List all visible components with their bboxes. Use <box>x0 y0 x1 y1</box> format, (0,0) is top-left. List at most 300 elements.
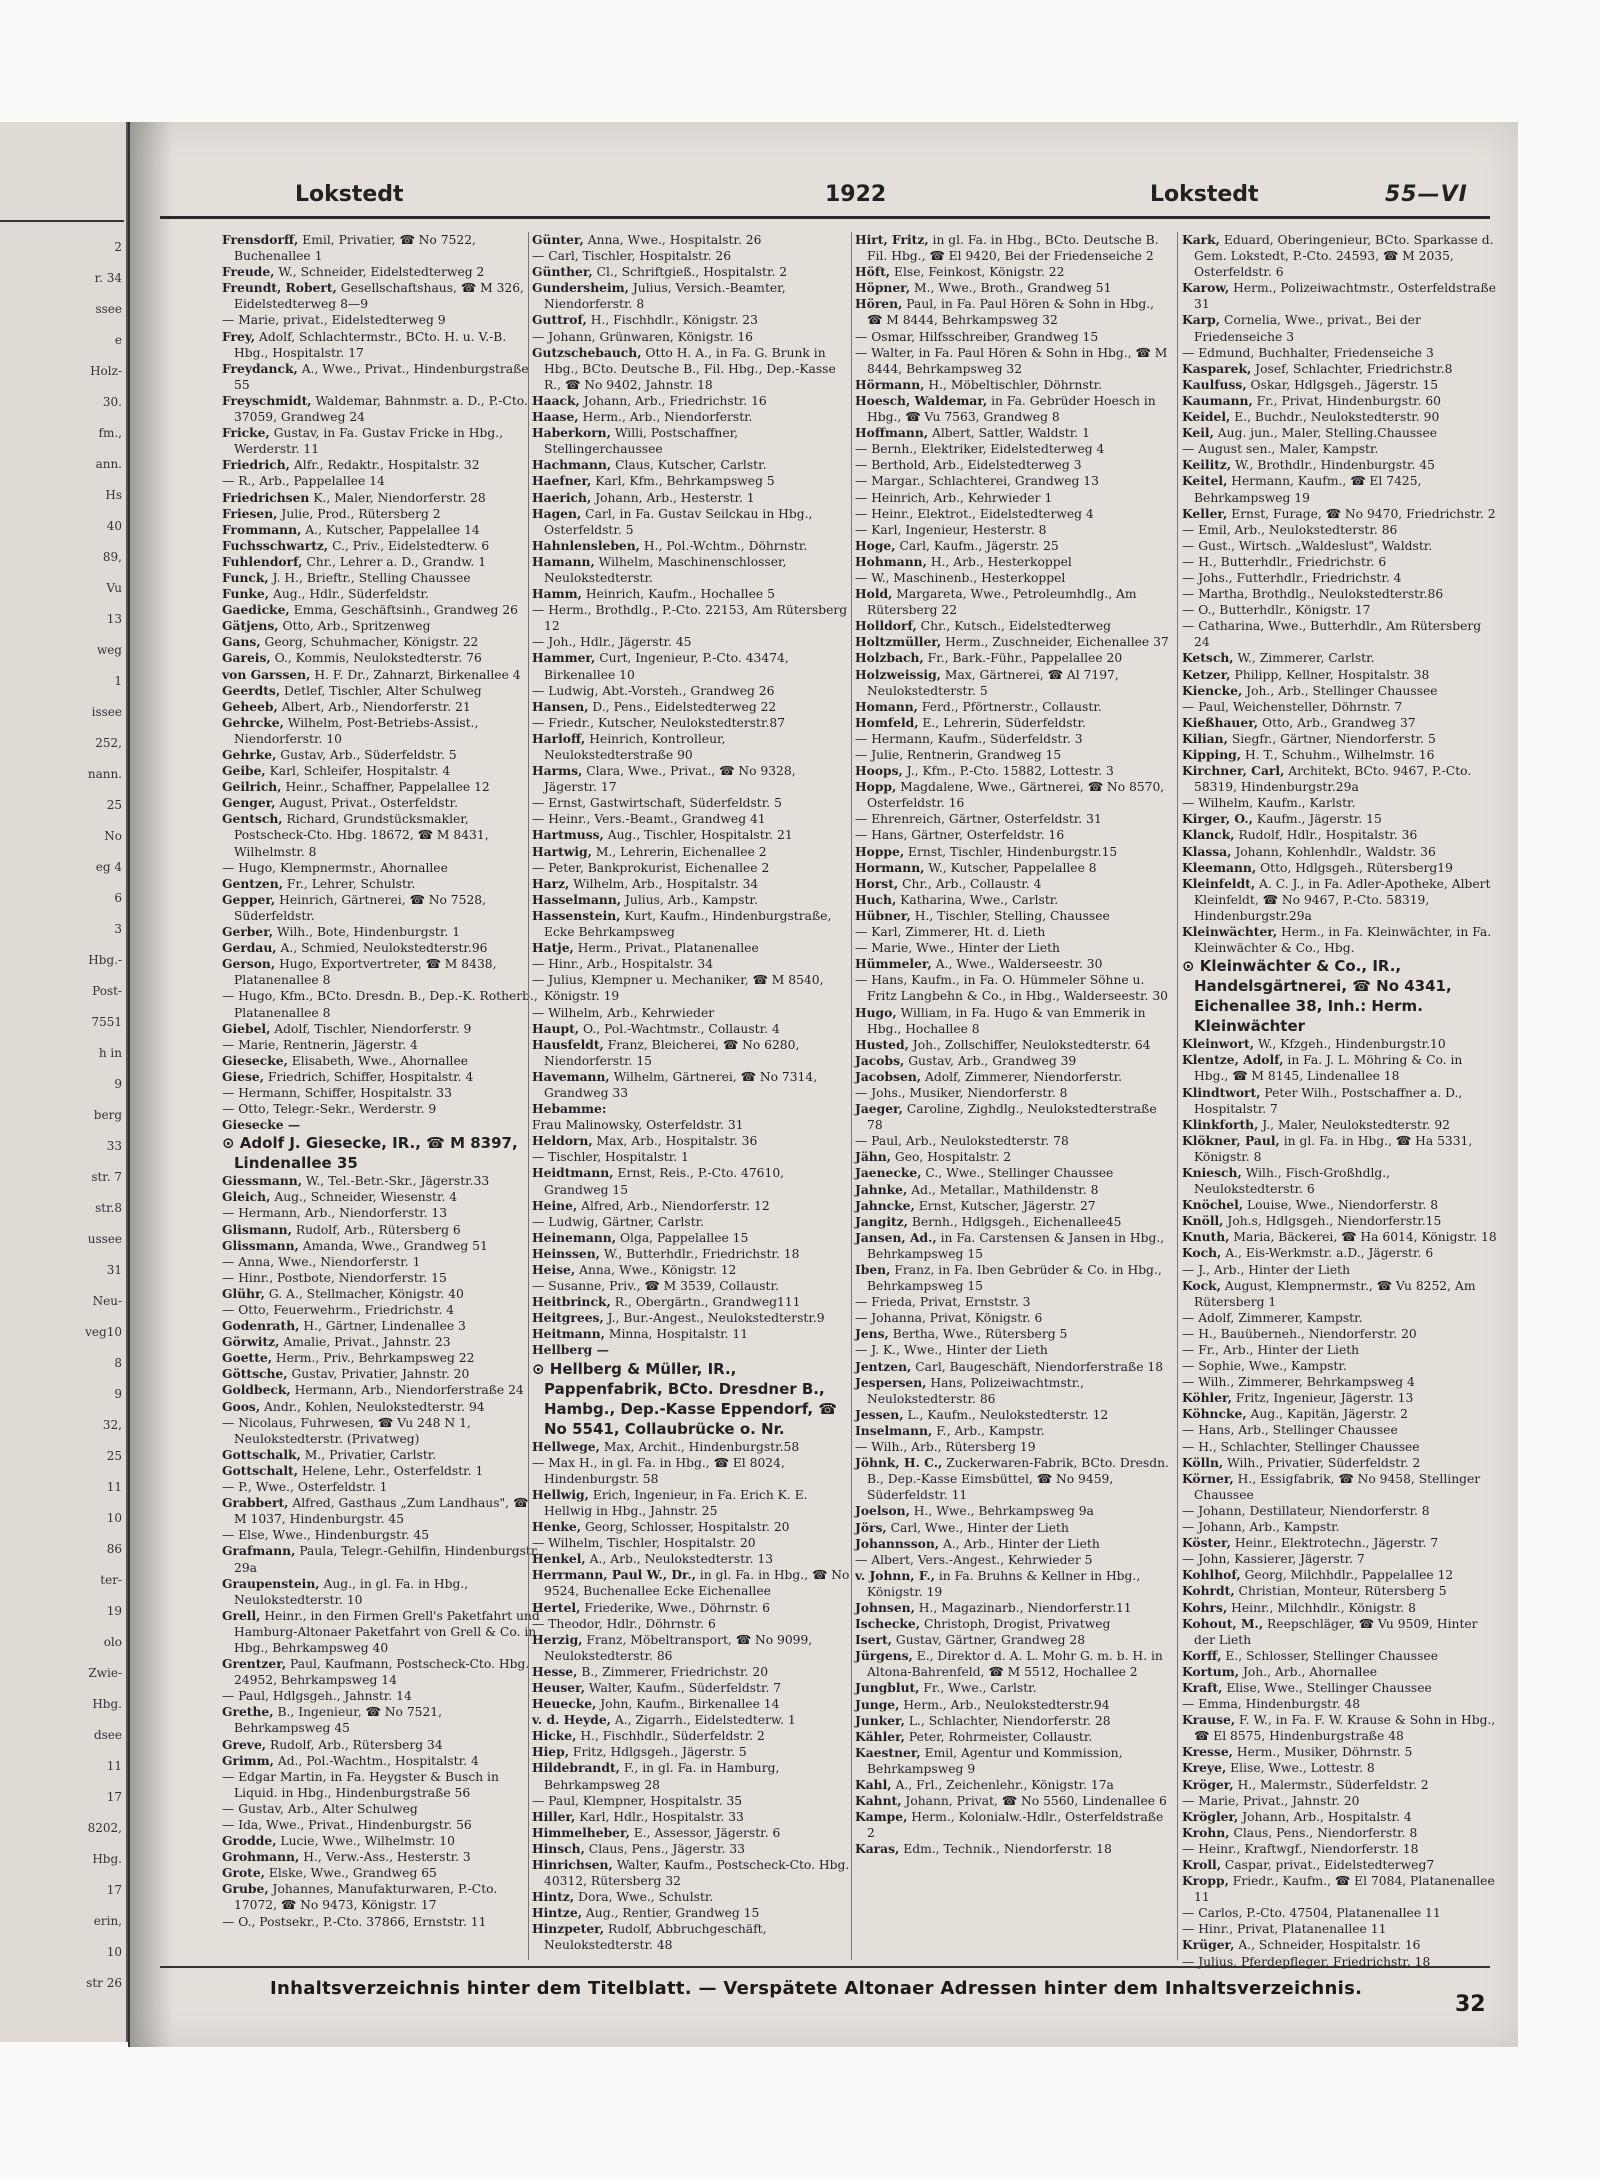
entry-details: W., Brothdlr., Hindenburgstr. 45 <box>1235 458 1436 473</box>
entry-details: Reepschläger, ☎ Vu 9509, Hinter der Lieth <box>1194 1616 1478 1647</box>
entry-details: E., Direktor d. A. L. Mohr G. m. b. H. in Altona-Bahrenfeld, ☎ M 5512, Hochallee 2 <box>867 1649 1163 1680</box>
margin-fragment: 31 <box>106 1263 122 1277</box>
entry-details: — J., Arb., Hinter der Lieth <box>1182 1262 1351 1277</box>
directory-entry <box>222 1415 540 1447</box>
entry-details: J., Bur.-Angest., Neulokstedterstr.9 <box>607 1311 825 1326</box>
entry-name: Geilrich, <box>222 779 282 795</box>
directory-entry <box>222 1849 540 1865</box>
entry-name: Junker, <box>855 1712 905 1728</box>
directory-entry <box>855 618 1173 634</box>
entry-name: Köhncke, <box>1182 1406 1247 1422</box>
entry-details: Olga, Pappelallee 15 <box>619 1230 749 1245</box>
entry-details: Otto, Arb., Grandweg 37 <box>1262 715 1416 730</box>
entry-name: Hirt, Fritz, <box>855 232 929 247</box>
entry-name: Keidel, <box>1182 409 1231 425</box>
directory-entry <box>855 1326 1173 1342</box>
directory-entry <box>222 602 540 618</box>
directory-entry <box>222 1037 540 1053</box>
entry-details: Adolf, Tischler, Niendorferstr. 9 <box>274 1021 472 1036</box>
entry-details: — Ehrenreich, Gärtner, Osterfeldstr. 31 <box>855 812 1102 827</box>
directory-entry <box>1182 1197 1500 1213</box>
entry-name: Haerich, <box>532 489 592 505</box>
entry-details: — Otto, Telegr.-Sekr., Werderstr. 9 <box>222 1102 437 1117</box>
directory-entry <box>1182 1052 1500 1084</box>
entry-details: Peter Wilh., Postschaffner a. D., Hospitalstr. 7 <box>1194 1085 1463 1116</box>
directory-entry <box>1182 586 1500 602</box>
entry-name: Krause, <box>1182 1712 1236 1728</box>
directory-entry <box>855 634 1173 650</box>
entry-name: Friesen, <box>222 505 278 521</box>
directory-entry <box>532 1921 850 1953</box>
entry-details: Georg, Schlosser, Hospitalstr. 20 <box>584 1520 790 1535</box>
margin-fragment: ssee <box>95 302 122 316</box>
entry-details: Otto H. A., in Fa. G. Brunk in Hbg., BCto. Deutsche B., Fil. Hbg., Dep.-Kasse R., ☎ No 9402, Jahnstr. 18 <box>544 345 836 392</box>
directory-entry <box>1182 1245 1500 1261</box>
entry-name: Giese, <box>222 1068 265 1084</box>
entry-details: H., Wwe., Behrkampsweg 9a <box>913 1504 1094 1519</box>
margin-fragment: Hbg. <box>92 1852 122 1866</box>
directory-entry <box>1182 1921 1500 1937</box>
entry-name: Kaestner, <box>855 1744 921 1760</box>
margin-fragment: 8 <box>114 1356 122 1370</box>
entry-details: Chr., Lehrer a. D., Grandw. 1 <box>306 554 487 569</box>
margin-fragment: str.8 <box>95 1201 122 1215</box>
directory-entry <box>855 329 1173 345</box>
entry-details: Chr., Arb., Collaustr. 4 <box>902 876 1042 891</box>
margin-fragment: str 26 <box>86 1976 122 1990</box>
entry-details: — Margar., Schlachterei, Grandweg 13 <box>855 474 1099 489</box>
entry-details: Hermann, Arb., Niendorferstraße 24 <box>294 1383 524 1398</box>
entry-details: W., Schneider, Eidelstedterweg 2 <box>278 265 485 280</box>
directory-entry <box>855 506 1173 522</box>
entry-name: Klanck, <box>1182 827 1235 843</box>
entry-name: Kohlhof, <box>1182 1567 1241 1583</box>
entry-name: Gleich, <box>222 1189 271 1205</box>
entry-name: Hamm, <box>532 586 582 602</box>
entry-details: — Susanne, Priv., ☎ M 3539, Collaustr. <box>532 1279 779 1294</box>
entry-name: Friedrich, <box>222 457 290 473</box>
entry-details: — August sen., Maler, Kampstr. <box>1182 442 1379 457</box>
entry-details: Rudolf, Arb., Rütersberg 34 <box>269 1737 443 1752</box>
entry-name: Klentze, Adolf, <box>1182 1052 1284 1068</box>
entry-details: B., Ingenieur, ☎ No 7521, Behrkampsweg 45 <box>234 1705 443 1736</box>
directory-entry <box>222 811 540 859</box>
entry-details: Clara, Wwe., Privat., ☎ No 9328, Jägerstr. 17 <box>544 764 796 795</box>
directory-entry <box>532 827 850 843</box>
directory-entry <box>222 1189 540 1205</box>
entry-details: Erich, Ingenieur, in Fa. Erich K. E. Hellwig in Hbg., Jahnstr. 25 <box>544 1487 808 1518</box>
entry-name: Hellwig, <box>532 1486 589 1502</box>
entry-name: Grethe, <box>222 1704 274 1720</box>
entry-name: Gepper, <box>222 891 276 907</box>
entry-details: — John, Kassierer, Jägerstr. 7 <box>1182 1552 1365 1567</box>
margin-fragment: 17 <box>106 1883 122 1897</box>
directory-entry <box>855 1552 1173 1568</box>
entry-name: Grimm, <box>222 1752 274 1768</box>
margin-fragment: 19 <box>106 1604 122 1618</box>
entry-details: Aug. jun., Maler, Stelling.Chaussee <box>1217 426 1438 441</box>
directory-entry <box>532 860 850 876</box>
directory-entry <box>1182 506 1500 522</box>
entry-details: Johann, Arb., Friedrichstr. 16 <box>583 393 767 408</box>
entry-name: Gentzen, <box>222 875 283 891</box>
directory-entry <box>532 490 850 506</box>
margin-fragment: olo <box>103 1635 122 1649</box>
entry-details: — Wilhelm, Tischler, Hospitalstr. 20 <box>532 1536 756 1551</box>
directory-entry <box>1182 232 1500 280</box>
entry-name: Fuchsschwartz, <box>222 537 329 553</box>
entry-name: Kahl, <box>855 1777 892 1792</box>
entry-details: Willi, Postschaffner, Stellingerchaussee <box>544 426 739 457</box>
entry-name: Kasparek, <box>1182 360 1252 376</box>
previous-page-header-rule <box>0 220 124 222</box>
directory-entry <box>855 1423 1173 1439</box>
directory-entry <box>532 1857 850 1889</box>
directory-entry <box>1182 570 1500 586</box>
entry-details: Anna, Wwe., Königstr. 12 <box>579 1263 737 1277</box>
directory-entry <box>1182 473 1500 505</box>
margin-fragment: Holz- <box>90 364 122 378</box>
directory-entry <box>1182 345 1500 361</box>
directory-entry <box>222 1576 540 1608</box>
entry-details: — Adolf, Zimmerer, Kampstr. <box>1182 1310 1363 1325</box>
directory-entry <box>532 1326 850 1342</box>
entry-name: Freydanck, <box>222 360 298 376</box>
entry-details: Franz, in Fa. Iben Gebrüder & Co. in Hbg., Behrkampsweg 15 <box>867 1263 1162 1294</box>
entry-name: Holtzmüller, <box>855 634 942 650</box>
directory-entry <box>532 731 850 763</box>
margin-fragment: 11 <box>106 1759 122 1773</box>
entry-details: Frau Malinowsky, Osterfeldstr. 31 <box>532 1118 744 1133</box>
directory-entry <box>222 940 540 956</box>
entry-details: Max, Archit., Hindenburgstr.58 <box>603 1439 800 1454</box>
directory-entry <box>1182 699 1500 715</box>
entry-details: Margareta, Wwe., Petroleumhdlg., Am Rütersberg 22 <box>867 587 1137 618</box>
entry-details: Karl, Kfm., Behrkampsweg 5 <box>595 474 775 489</box>
directory-entry <box>222 1737 540 1753</box>
entry-details: — Wilh., Zimmerer, Behrkampsweg 4 <box>1182 1375 1415 1390</box>
entry-name: Giebel, <box>222 1020 271 1036</box>
entry-details: Rudolf, Abbruchgeschäft, Neulokstedterstr. 48 <box>544 1922 767 1953</box>
directory-entry <box>1182 1760 1500 1776</box>
entry-name: Jangitz, <box>855 1213 908 1229</box>
directory-entry <box>222 1447 540 1463</box>
entry-details: Karl, Schleifer, Hospitalstr. 4 <box>269 764 451 779</box>
directory-entry <box>1182 1374 1500 1390</box>
header-year: 1922 <box>825 182 887 207</box>
directory-entry <box>1182 1390 1500 1406</box>
entry-details: Johann, Arb., Hesterstr. 1 <box>595 490 755 505</box>
entry-details: Gustav, Arb., Grandweg 39 <box>908 1053 1077 1068</box>
entry-details: Edm., Technik., Niendorferstr. 18 <box>903 1842 1112 1857</box>
entry-details: L., Kaufm., Neulokstedterstr. 12 <box>907 1407 1109 1422</box>
entry-details: — Heinr., Vers.-Beamt., Grandweg 41 <box>532 812 766 827</box>
entry-details: — Hinr., Privat, Platanenallee 11 <box>1182 1922 1387 1937</box>
entry-details: — Joh., Hdlr., Jägerstr. 45 <box>532 635 692 650</box>
directory-entry <box>532 1133 850 1149</box>
entry-name: Gehrcke, <box>222 714 284 730</box>
entry-name: Jens, <box>855 1326 889 1342</box>
directory-entry <box>532 1262 850 1278</box>
directory-entry <box>222 1238 540 1254</box>
entry-name: Jaenecke, <box>855 1165 922 1181</box>
page-number: 32 <box>1455 1992 1486 2017</box>
entry-details: A., Schmied, Neulokstedterstr.96 <box>280 941 488 956</box>
directory-entry <box>222 1053 540 1069</box>
directory-entry <box>222 683 540 699</box>
entry-details: Gustav, Privatier, Jahnstr. 20 <box>291 1367 470 1382</box>
directory-entry <box>1182 1326 1500 1342</box>
directory-entry <box>532 908 850 940</box>
directory-entry <box>1182 1085 1500 1117</box>
entry-details: W., Zimmerer, Carlstr. <box>1237 651 1375 666</box>
entry-name: Hintze, <box>532 1905 582 1921</box>
entry-details: Walter, Kaufm., Süderfeldstr. 7 <box>588 1680 782 1695</box>
entry-details: — H., Schlachter, Stellinger Chaussee <box>1182 1439 1420 1454</box>
entry-details: Friederike, Wwe., Döhrnstr. 6 <box>584 1600 771 1615</box>
directory-entry <box>1182 876 1500 924</box>
entry-details: — Paul, Arb., Neulokstedterstr. 78 <box>855 1134 1069 1149</box>
entry-details: — Johs., Futterhdlr., Friedrichstr. 4 <box>1182 570 1402 585</box>
entry-name: Hassenstein, <box>532 907 621 923</box>
entry-name: Funke, <box>222 586 270 602</box>
directory-entry <box>222 1205 540 1221</box>
column-divider <box>1177 232 1178 1960</box>
entry-name: Harz, <box>532 875 570 891</box>
directory-entry <box>855 377 1173 393</box>
directory-entry <box>222 1222 540 1238</box>
directory-entry <box>1182 715 1500 731</box>
margin-fragment: r. 34 <box>94 271 122 285</box>
directory-entry <box>532 795 850 811</box>
margin-fragment: 32, <box>102 1418 122 1432</box>
entry-details: Heinrich, Kaufm., Hochallee 5 <box>585 587 775 602</box>
entry-name: Funck, <box>222 569 269 585</box>
entry-name: Hammer, <box>532 650 596 666</box>
entry-details: — Peter, Bankprokurist, Eichenallee 2 <box>532 860 770 875</box>
entry-details: Elise, Wwe., Lottestr. 8 <box>1230 1761 1375 1776</box>
entry-details: H., Fischhdlr., Süderfeldstr. 2 <box>580 1729 765 1744</box>
entry-details: Franz, Möbeltransport, ☎ No 9099, Neulokstedterstr. 86 <box>544 1632 813 1663</box>
entry-details: Friedr., Kaufm., ☎ El 7084, Platanenallee 11 <box>1194 1874 1495 1905</box>
directory-entry <box>532 602 850 634</box>
directory-entry <box>222 280 540 312</box>
directory-entry <box>855 538 1173 554</box>
directory-entry <box>855 1053 1173 1069</box>
entry-details: Joh., Arb., Ahornallee <box>1242 1664 1378 1679</box>
book-gutter-shadow <box>128 122 173 2047</box>
entry-details: Amanda, Wwe., Grandweg 51 <box>302 1238 488 1253</box>
directory-entry <box>532 506 850 538</box>
entry-name: Kirger, O., <box>1182 811 1253 827</box>
entry-name: Karas, <box>855 1841 900 1857</box>
entry-details: Gustav, Gärtner, Grandweg 28 <box>895 1633 1086 1648</box>
directory-entry <box>855 715 1173 731</box>
directory-entry <box>1182 425 1500 441</box>
entry-name: Jacobs, <box>855 1052 905 1068</box>
entry-details: Adolf, Zimmerer, Niendorferstr. <box>924 1069 1123 1084</box>
directory-entry <box>532 457 850 473</box>
entry-details: Aug., Hdlr., Süderfeldstr. <box>272 587 429 602</box>
directory-entry <box>222 1334 540 1350</box>
directory-entry <box>855 1085 1173 1101</box>
entry-details: — Hugo, Klempnermstr., Ahornallee <box>222 860 448 875</box>
entry-name: Gaedicke, <box>222 602 290 618</box>
entry-details: — Edmund, Buchhalter, Friedenseiche 3 <box>1182 345 1434 360</box>
directory-entry <box>855 1680 1173 1696</box>
directory-entry <box>1182 1036 1500 1052</box>
entry-details: H., Arb., Hesterkoppel <box>930 554 1072 569</box>
directory-entry <box>855 1841 1173 1857</box>
entry-name: Geheeb, <box>222 698 278 714</box>
entry-name: Göttsche, <box>222 1366 288 1382</box>
entry-name: Hormann, <box>855 859 925 875</box>
entry-details: Aug., in gl. Fa. in Hbg., Neulokstedterstr. 10 <box>234 1576 469 1607</box>
entry-name: von Garssen, <box>222 666 311 682</box>
directory-entry <box>222 1254 540 1270</box>
entry-details: Rudolf, Arb., Rütersberg 6 <box>295 1222 461 1237</box>
entry-details: A., Frl., Zeichenlehr., Königstr. 17a <box>895 1778 1114 1792</box>
entry-details: Johann, Arb., Hospitalstr. 4 <box>1242 1809 1412 1824</box>
entry-name: Kohout, M., <box>1182 1615 1264 1631</box>
directory-entry <box>532 1841 850 1857</box>
entry-details: — Julie, Rentnerin, Grandweg 15 <box>855 748 1062 762</box>
entry-details: H., Gärtner, Lindenallee 3 <box>303 1319 466 1334</box>
entry-details: in gl. Fa. in Hbg., BCto. Deutsche B. Fil. Hbg., ☎ El 9420, Bei der Friedenseiche 2 <box>867 233 1159 264</box>
entry-details: IR., ☎ M 8397, Lindenallee 35 <box>234 1134 518 1173</box>
entry-name: Kipping, <box>1182 747 1242 762</box>
entry-name: Gans, <box>222 634 261 650</box>
entry-details: Kurt, Kaufm., Hindenburgstraße, Ecke Behrkampsweg <box>544 908 832 940</box>
entry-name: Kohrs, <box>1182 1599 1228 1615</box>
directory-entry <box>222 860 540 876</box>
entry-details: W., Kfzgeh., Hindenburgstr.10 <box>1257 1037 1446 1052</box>
entry-name: Krögler, <box>1182 1808 1239 1824</box>
entry-details: Otto, Hdlgsgeh., Rütersberg19 <box>1260 860 1453 875</box>
entry-details: Ferd., Pförtnerstr., Collaustr. <box>921 699 1102 714</box>
entry-details: Heinrich, Gärtnerei, ☎ No 7528, Süderfeldstr. <box>234 892 487 923</box>
entry-name: Hartmuss, <box>532 827 604 843</box>
entry-details: Max, Gärtnerei, ☎ Al 7197, Neulokstedterstr. 5 <box>867 667 1119 698</box>
entry-name: Haefner, <box>532 473 592 489</box>
previous-page-margin <box>0 122 128 2042</box>
entry-name: Geibe, <box>222 763 266 779</box>
directory-entry <box>855 699 1173 715</box>
directory-entry <box>855 844 1173 860</box>
directory-entry <box>1182 956 1500 1036</box>
entry-name: Ketsch, <box>1182 650 1234 666</box>
entry-details: Anna, Wwe., Hospitalstr. 26 <box>587 233 762 247</box>
directory-entry <box>855 1697 1173 1713</box>
entry-details: William, in Fa. Hugo & van Emmerik in Hbg., Hochallee 8 <box>867 1005 1146 1036</box>
entry-details: — Friedr., Kutscher, Neulokstedterstr.87 <box>532 715 786 730</box>
entry-name: Joelson, <box>855 1503 910 1519</box>
entry-details: Richard, Grundstücksmakler, Postscheck-Cto. Hbg. 18672, ☎ M 8431, Wilhelmstr. 8 <box>234 812 489 859</box>
entry-name: Grodde, <box>222 1833 277 1849</box>
directory-entry <box>855 1342 1173 1358</box>
directory-entry <box>532 312 850 328</box>
directory-entry <box>222 892 540 924</box>
directory-entry <box>855 1616 1173 1632</box>
entry-details: J., Maler, Neulokstedterstr. 92 <box>1262 1117 1450 1132</box>
entry-details: Siegfr., Gärtner, Niendorferstr. 5 <box>1231 731 1436 746</box>
entry-details: — Max H., in gl. Fa. in Hbg., ☎ El 8024, Hindenburgstr. 58 <box>532 1455 785 1486</box>
entry-details: A., Kutscher, Pappelallee 14 <box>305 522 480 537</box>
entry-name: Hoppe, <box>855 843 905 859</box>
directory-entry <box>222 554 540 570</box>
directory-entry <box>532 1230 850 1246</box>
directory-entry <box>532 538 850 554</box>
entry-details: Emil, Privatier, ☎ No 7522, Buchenallee 1 <box>234 233 476 264</box>
entry-name: Gutzschebauch, <box>532 344 642 360</box>
directory-entry <box>222 1399 540 1415</box>
directory-entry <box>855 1182 1173 1198</box>
directory-entry <box>532 1149 850 1165</box>
entry-name: Hahnlensleben, <box>532 537 640 553</box>
entry-name: Giesecke — <box>222 1117 301 1133</box>
entry-name: Hörmann, <box>855 376 925 392</box>
entry-details: Herm., Arb., Neulokstedterstr.94 <box>903 1697 1110 1712</box>
directory-entry <box>1182 731 1500 747</box>
entry-details: — Emma, Hindenburgstr. 48 <box>1182 1697 1361 1712</box>
directory-entry <box>222 570 540 586</box>
entry-details: — R., Arb., Pappelallee 14 <box>222 474 385 489</box>
column-divider <box>528 232 529 1960</box>
directory-entry <box>1182 1857 1500 1873</box>
directory-entry <box>532 956 850 972</box>
entry-details: C., Priv., Eidelstedterw. 6 <box>332 538 490 553</box>
entry-details: in Fa. Gebrüder Hoesch in Hbg., ☎ Vu 7563, Grandweg 8 <box>867 393 1156 425</box>
directory-entry <box>1182 1165 1500 1197</box>
entry-details: Paula, Telegr.-Gehilfin, Hindenburgstr. 29a <box>234 1544 540 1575</box>
entry-name: Giesecke, <box>222 1052 288 1068</box>
entry-details: Bernh., Hdlgsgeh., Eichenallee45 <box>911 1214 1122 1229</box>
directory-entry <box>855 956 1173 972</box>
entry-details: — Catharina, Wwe., Butterhdlr., Am Rütersberg 24 <box>1182 619 1482 650</box>
directory-entry <box>855 1632 1173 1648</box>
directory-entry <box>1182 1825 1500 1841</box>
margin-fragment: 9 <box>114 1387 122 1401</box>
entry-name: Hören, <box>855 296 903 312</box>
entry-name: Kniesch, <box>1182 1164 1242 1180</box>
directory-entry <box>855 667 1173 699</box>
entry-name: Körner, <box>1182 1470 1234 1486</box>
entry-name: Heitbrinck, <box>532 1294 611 1310</box>
entry-details: — W., Maschinenb., Hesterkoppel <box>855 570 1066 585</box>
entry-name: Jansen, Ad., <box>855 1229 937 1245</box>
entry-details: Josef, Schlachter, Friedrichstr.8 <box>1255 361 1453 376</box>
directory-entry <box>1182 312 1500 344</box>
directory-entry <box>222 1479 540 1495</box>
entry-details: Claus, Kutscher, Carlstr. <box>615 458 767 473</box>
entry-details: Georg, Schuhmacher, Königstr. 22 <box>264 635 479 650</box>
directory-entry <box>222 1366 540 1382</box>
directory-entry <box>222 715 540 747</box>
entry-details: — Herm., Brothdlg., P.-Cto. 22153, Am Rütersberg 12 <box>532 603 848 634</box>
directory-entry <box>855 1455 1173 1503</box>
entry-details: E., Schlosser, Stellinger Chaussee <box>1225 1648 1438 1663</box>
directory-entry <box>1182 763 1500 795</box>
directory-entry <box>222 1286 540 1302</box>
entry-name: Hohmann, <box>855 553 927 569</box>
footer-notice: Inhaltsverzeichnis hinter dem Titelblatt. — Verspätete Altonaer Adressen hinter dem Inhaltsverzeichnis. <box>270 1978 1363 1999</box>
entry-name: Holzbach, <box>855 650 924 666</box>
directory-entry <box>855 232 1173 264</box>
entry-details: C., Wwe., Stellinger Chaussee <box>925 1166 1114 1181</box>
directory-entry <box>222 1133 540 1173</box>
entry-name: Köster, <box>1182 1535 1231 1551</box>
margin-fragment: 89, <box>102 550 122 564</box>
